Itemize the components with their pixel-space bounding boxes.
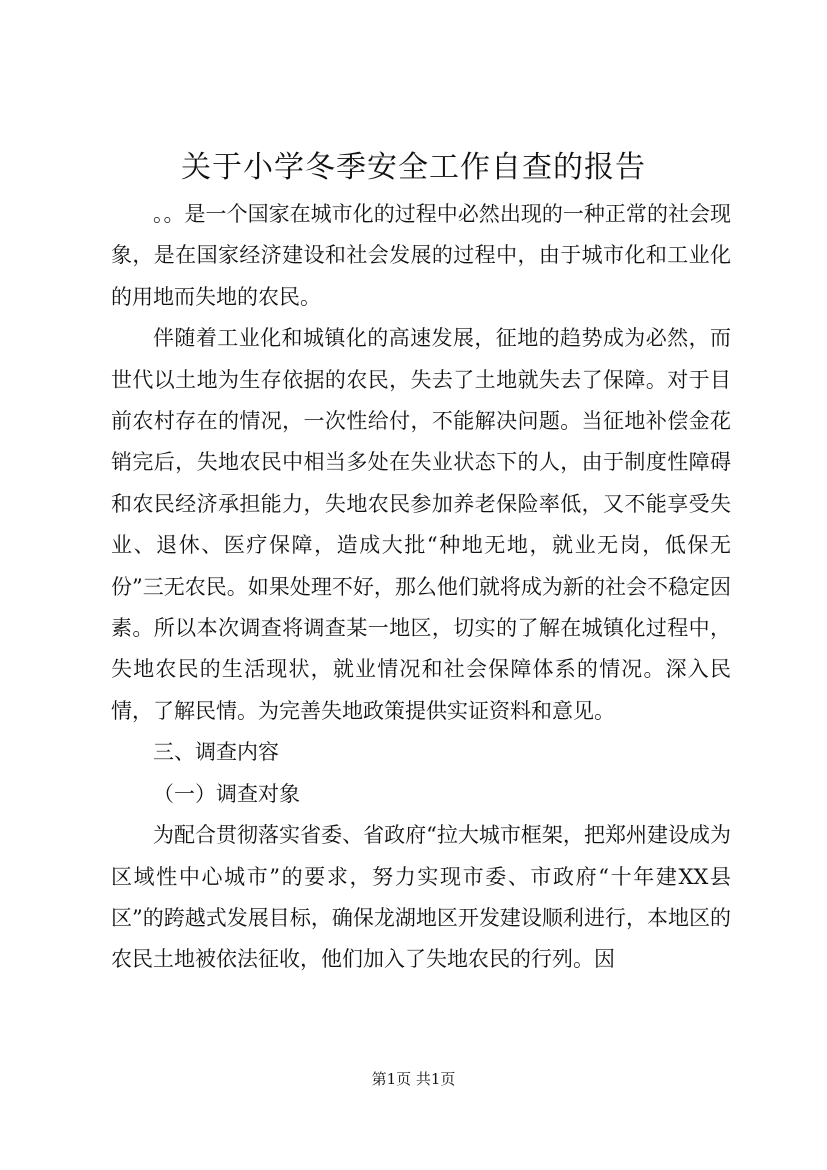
- document-body: [111, 194, 731, 981]
- page-number-footer: 第1页 共1页: [371, 1070, 456, 1088]
- paragraph-survey-subjects: 为配合贯彻落实省委、省政府“拉大城市框架，把郑州建设成为区域性中心城市”的要求，努力实现市委、市政府“十年建XX县区”的跨越式发展目标，确保龙湖地区开发建设顺利进行，本地区的农民土地被依法征收，他们加入了失地农民的行列。因: [111, 823, 731, 972]
- paragraph-intro: 。。是一个国家在城市化的过程中必然出现的一种正常的社会现象，是在国家经济建设和社会发展的过程中，由于城市化和工业化的用地而失地的农民。: [111, 202, 731, 309]
- document-title: 关于小学冬季安全工作自查的报告: [181, 150, 646, 185]
- paragraph-background: 伴随着工业化和城镇化的高速发展，征地的趋势成为必然，而世代以土地为生存依据的农民，失去了土地就失去了保障。对于目前农村存在的情况，一次性给付，不能解决问题。当征地补偿金花销完后，失地农民中相当多处在失业状态下的人，由于制度性障碍和农民经济承担能力，失地农民参加养老保险率低，又不能享受失业、退休、医疗保障，造成大批“种地无地，就业无岗，低保无份”三无农民。如果处理不好，那么他们就将成为新的社会不稳定因素。所以本次调查将调查某一地区，切实的了解在城镇化过程中，失地农民的生活现状，就业情况和社会保障体系的情况。深入民情，了解民情。为完善失地政策提供实证资料和意见。: [111, 326, 731, 723]
- subsection-heading-survey-subjects: （一）调查对象: [153, 781, 300, 806]
- section-heading-survey-content: 三、调查内容: [153, 740, 279, 765]
